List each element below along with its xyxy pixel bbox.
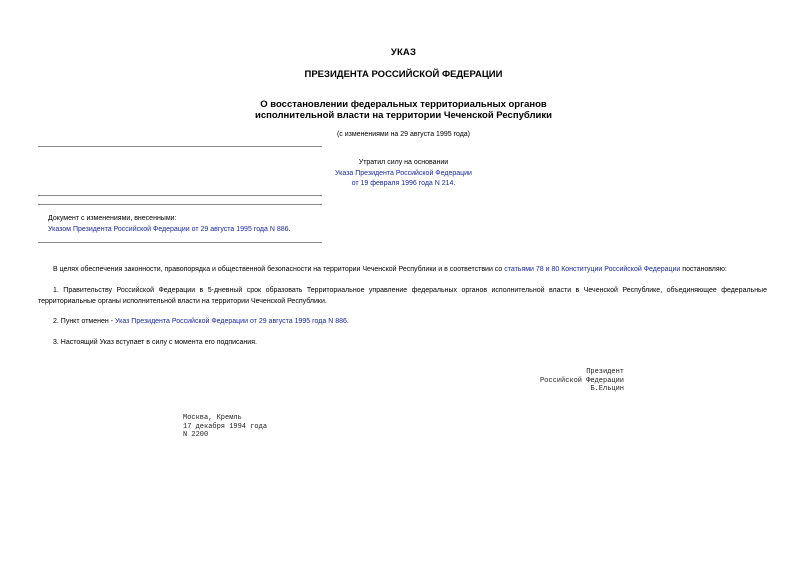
divider-middle-2: [38, 204, 322, 205]
repeal-notice: [300, 158, 507, 190]
document-changes-period: .: [288, 225, 291, 233]
signature-name: Б.Ельцин: [590, 385, 624, 393]
constitution-articles-link[interactable]: статьями 78 и 80 Конституции Российской Федерации: [504, 266, 681, 273]
document-type-title: УКАЗ: [390, 47, 417, 58]
repeal-link-date[interactable]: от 19 февраля 1996 года N 214: [351, 180, 454, 187]
document-changes-link[interactable]: Указом Президента Российской Федерации от 29 августа 1995 года N 886: [48, 225, 289, 233]
preamble-text-after: постановляю:: [680, 266, 727, 273]
repeal-period: .: [453, 180, 456, 187]
date: 17 декабря 1994 года: [183, 422, 268, 431]
document-changes-label: Документ с изменениями, внесенными:: [48, 215, 177, 222]
divider-top: [38, 146, 322, 147]
divider-middle-1: [38, 195, 322, 196]
item-2-decree-link[interactable]: Указ Президента Российской Федерации от 29 августа 1995 года N 886: [114, 318, 347, 325]
signature-title: Президент: [586, 368, 624, 376]
changes-note: (с изменениями на 29 августа 1995 года): [336, 131, 471, 138]
document-number: N 2200: [183, 431, 209, 439]
preamble-paragraph: [38, 265, 767, 276]
subject-line-2: исполнительной власти на территории Чеченской Республики: [255, 110, 552, 121]
item-2-text-before: 2. Пункт отменен -: [53, 318, 115, 325]
preamble-text-before: В целях обеспечения законности, правопорядка и общественной безопасности на территории Чеченской Республики и в соответствии со: [53, 266, 505, 273]
document-subject: [0, 99, 807, 121]
divider-bottom: [38, 242, 322, 243]
item-1-paragraph: 1. Правительству Российской Федерации в 5-дневный срок образовать Территориальное управление федеральных органов исполнительной власти в Чеченской Республике, объединяющее федеральные территориальные органы исполнительной власти на территории Чеченской Республики.: [38, 287, 767, 305]
repeal-link-decree[interactable]: Указа Президента Российской Федерации: [335, 169, 472, 177]
place: Москва, Кремль: [183, 414, 242, 422]
item-2-paragraph: [38, 317, 767, 328]
document-changes-block: [48, 214, 290, 235]
item-3-paragraph: 3. Настоящий Указ вступает в силу с момента его подписания.: [53, 339, 257, 346]
signature-org: Российской Федерации: [539, 376, 624, 385]
repeal-label: Утратил силу на основании: [358, 159, 449, 166]
item-2-text-after: .: [346, 318, 349, 325]
subject-line-1: О восстановлении федеральных территориальных органов: [260, 99, 547, 110]
signature-block: [480, 368, 624, 394]
place-date-block: [183, 414, 267, 440]
issuer-title: ПРЕЗИДЕНТА РОССИЙСКОЙ ФЕДЕРАЦИИ: [304, 69, 503, 80]
